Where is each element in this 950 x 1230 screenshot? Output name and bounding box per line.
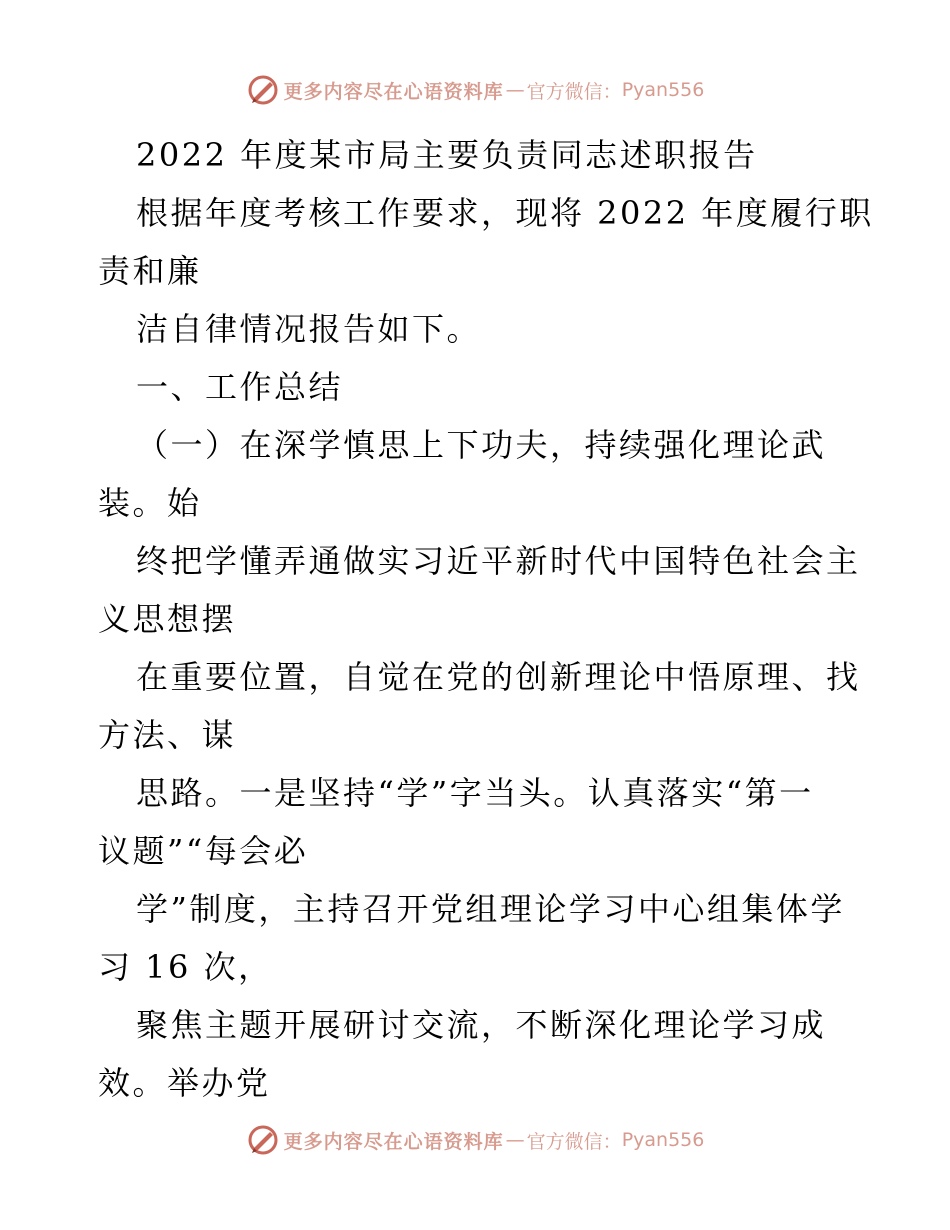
body-line: 责和廉: [98, 252, 202, 290]
watermark-banner-bottom: [0, 1120, 950, 1160]
body-line: 聚焦主题开展研讨交流，不断深化理论学习成: [136, 1006, 827, 1044]
subsection-heading: （一）在深学慎思上下功夫，持续强化理论武: [136, 426, 827, 464]
watermark-wechat-label: 官方微信：: [526, 80, 622, 103]
body-line: 终把学懂弄通做实习近平新时代中国特色社会主: [136, 542, 861, 580]
body-line: 效。举办党: [98, 1064, 271, 1102]
watermark-slogan: 更多内容尽在心语资料库: [283, 80, 504, 103]
pen-logo-icon: [246, 1123, 280, 1157]
pen-logo-icon: [246, 73, 280, 107]
document-body: [98, 126, 874, 1112]
body-line: 义思想摆: [98, 600, 237, 638]
body-line: 根据年度考核工作要求，现将 2022 年度履行职: [136, 194, 874, 232]
body-line: 洁自律情况报告如下。: [136, 310, 482, 348]
watermark-wechat-id: Pyan556: [621, 1129, 705, 1151]
section-heading: 一、工作总结: [136, 368, 344, 406]
body-line: 思路。一是坚持“学”字当头。认真落实“第一: [136, 774, 814, 812]
watermark-slogan: 更多内容尽在心语资料库: [283, 1130, 504, 1153]
body-line: 在重要位置，自觉在党的创新理论中悟原理、找: [136, 658, 861, 696]
body-line: 装。始: [98, 484, 202, 522]
watermark-dash: —: [505, 1129, 525, 1151]
title-line: 2022 年度某市局主要负责同志述职报告: [136, 136, 758, 174]
watermark-dash: —: [505, 79, 525, 101]
body-line: 习 16 次，: [98, 948, 273, 986]
body-line: 议题”“每会必: [98, 832, 309, 870]
watermark-wechat-label: 官方微信：: [526, 1130, 622, 1153]
watermark-banner-top: [0, 70, 950, 110]
body-line: 学”制度，主持召开党组理论学习中心组集体学: [136, 890, 845, 928]
watermark-wechat-id: Pyan556: [621, 79, 705, 101]
body-line: 方法、谋: [98, 716, 237, 754]
